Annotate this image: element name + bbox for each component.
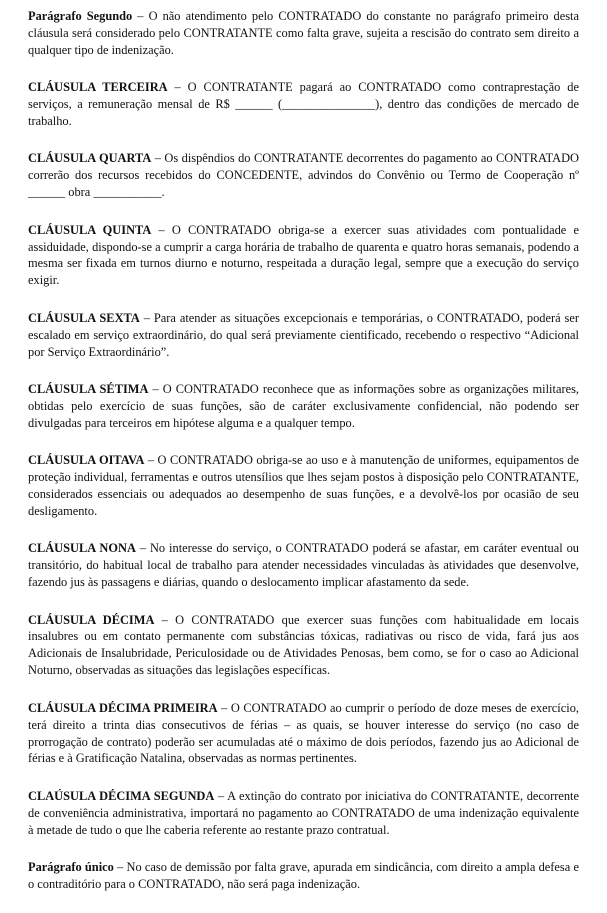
clausula-nona (28, 540, 579, 591)
document-page (28, 8, 579, 913)
clause-text: – No interesse do serviço, o CONTRATADO poderá se afastar, em caráter eventual ou transitório, do habitual local de trabalho para atender necessidades vinculadas às atividades que desenvolve, fazendo jus às passagens e diárias, quando o deslocamento implicar afastamento da sede. (28, 541, 579, 590)
clause-heading: CLÁUSULA OITAVA (28, 453, 145, 468)
clausula-decima (28, 612, 579, 680)
clausula-decima-primeira (28, 700, 579, 768)
clause-heading: Parágrafo Segundo (28, 9, 133, 23)
clause-text: – O CONTRATANTE pagará ao CONTRATADO como contraprestação de serviços, a remuneração mensal de R$ ______ (_______________), dentro das condições de mercado de trabalho. (28, 80, 580, 129)
clausula-terceira (28, 79, 579, 130)
clause-heading: CLÁUSULA DÉCIMA (28, 612, 155, 627)
paragrafo-unico (28, 859, 579, 893)
clause-text: – O não atendimento pelo CONTRATADO do constante no parágrafo primeiro desta cláusula será considerado pelo CONTRATANTE como falta grave, sujeita a rescisão do contrato sem direito a qualquer tipo de indenização. (28, 9, 579, 57)
clause-text: – No caso de demissão por falta grave, apurada em sindicância, com direito a ampla defesa e o contraditório para o CONTRATADO, não será paga indenização. (28, 860, 579, 891)
paragrafo-segundo (28, 8, 579, 59)
clause-heading: CLÁUSULA DÉCIMA PRIMEIRA (28, 700, 218, 715)
clause-text: – A extinção do contrato por iniciativa do CONTRATANTE, decorrente de conveniência administrativa, importará no pagamento ao CONTRATADO de uma indenização equivalente à metade de tudo o que lhe caberia referente ao restante prazo contratual. (28, 788, 579, 837)
clausula-quinta (28, 222, 579, 290)
clause-text: – O CONTRATADO obriga-se a exercer suas atividades com pontualidade e assiduidade, dispondo-se a cumprir a carga horária de trabalho de quarenta e quatro horas semanais, podendo a mesma ser fixada em turnos diurno e noturno, respeitada a duração legal, sempre que a execução do serviço exigir. (28, 222, 580, 288)
clause-heading: CLÁUSULA TERCEIRA (28, 80, 168, 95)
clausula-quarta (28, 150, 579, 201)
clause-text: – O CONTRATADO reconhece que as informações sobre as organizações militares, obtidas pelo exercício de suas funções, são de caráter exclusivamente confidencial, não podendo ser divulgadas para terceiros em hipótese alguma e a qualquer tempo. (28, 382, 579, 430)
clause-heading: CLÁUSULA SÉTIMA (28, 382, 149, 396)
clause-text: – O CONTRATADO ao cumprir o período de doze meses de exercício, terá direito a trinta dias consecutivos de férias – as quais, se houver interesse do serviço (no caso de prorrogação de contrato) poderão ser acumuladas até o máximo de dois períodos, fazendo jus ao Adicional de férias e à Gratificação Natalina, observadas as normas pertinentes. (28, 700, 579, 766)
clause-text: – O CONTRATADO que exercer suas funções com habitualidade em locais insalubres ou em contato permanente com substâncias tóxicas, radiativas ou risco de vida, fará jus aos Adicionais de Insalubridade, Periculosidade ou de Atividades Penosas, bem como, se for o caso ao Adicional Noturno, observadas as situações das legislações específicas. (28, 612, 579, 678)
clause-text: – Para atender as situações excepcionais e temporárias, o CONTRATADO, poderá ser escalado em serviço extraordinário, do qual será previamente cientificado, recebendo o respectivo “Adicional por Serviço Extraordinário”. (28, 310, 579, 359)
clause-text: – O CONTRATADO obriga-se ao uso e à manutenção de uniformes, equipamentos de proteção individual, ferramentas e outros utensílios que lhes sejam postos à disposição pelo CONTRATANTE, considerados essenciais ou adequados ao desempenho de suas funções, e a devolvê-los por ocasião de seu desligamento. (28, 453, 579, 518)
clause-heading: CLÁUSULA NONA (28, 541, 136, 556)
clausula-decima-segunda (28, 788, 579, 839)
clause-text: – Os dispêndios do CONTRATANTE decorrentes do pagamento ao CONTRATADO correrão dos recursos recebidos do CONCEDENTE, advindos do Convênio ou Termo de Cooperação nº ______ obra ___________. (28, 151, 579, 200)
clause-heading: CLAÚSULA DÉCIMA SEGUNDA (28, 788, 215, 803)
clause-heading: CLÁUSULA SEXTA (28, 310, 140, 325)
clause-heading: Parágrafo único (28, 860, 114, 875)
clause-heading: CLÁUSULA QUARTA (28, 151, 152, 166)
clausula-oitava (28, 452, 579, 520)
clause-heading: CLÁUSULA QUINTA (28, 222, 152, 237)
clausula-sexta (28, 310, 579, 361)
clausula-setima (28, 381, 579, 432)
